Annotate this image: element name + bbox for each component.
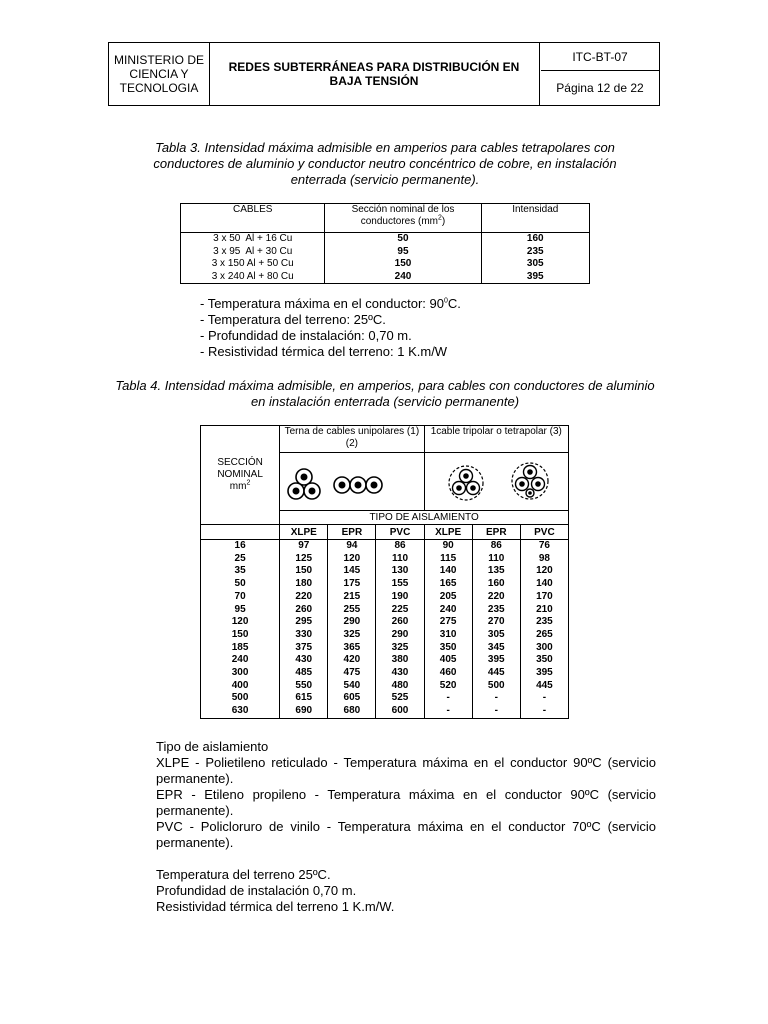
note-resistivity: Resistividad térmica del terreno 1 K.m/W.	[156, 899, 395, 914]
table3-current-value: 235	[526, 245, 544, 257]
table4-current-value: 275	[439, 616, 457, 628]
table4-current-value: 395	[536, 667, 553, 679]
table4-current-value: 97	[298, 540, 310, 551]
table4-current-value: 130	[391, 565, 409, 577]
document-code: ITC-BT-07	[541, 43, 659, 71]
table4-current-value: 350	[536, 654, 553, 666]
table3-cable-value: 3 x 50 Al + 16 Cu	[213, 233, 293, 244]
table3-section-value: 240	[394, 270, 412, 282]
table4-group-unipolar: Terna de cables unipolares (1) (2)	[280, 426, 424, 453]
table4-current-value: 260	[295, 603, 313, 615]
table3-sections-cell	[325, 233, 481, 284]
note-epr: EPR - Etileno propileno - Temperatura máxima en el conductor 90ºC (servicio permanente).	[156, 787, 656, 818]
table4-current-value: 330	[295, 628, 313, 640]
table4-current-value: 76	[538, 540, 550, 551]
unipolar-cable-diagram	[280, 453, 424, 511]
table4-section-value: 16	[234, 540, 246, 551]
table4-current-value: 170	[536, 590, 553, 602]
tripolar-cable-diagram	[424, 453, 568, 511]
table4-current-value: 235	[487, 603, 505, 615]
table4-current-value: 120	[343, 552, 361, 564]
table4-current-value: 265	[536, 628, 553, 640]
table4-current-value: 86	[490, 540, 502, 551]
table4-section-value: 240	[231, 654, 249, 666]
table3-currents-cell	[481, 233, 589, 284]
unipolar-cables-icon	[282, 453, 422, 507]
table4-current-value: 605	[343, 692, 361, 704]
table4-current-value: 295	[295, 616, 313, 628]
table4-current-value: 290	[343, 616, 361, 628]
table4-current-value: 345	[487, 641, 505, 653]
table3-section-value: 50	[397, 233, 409, 244]
notes-heading: Tipo de aislamiento	[156, 739, 269, 754]
table4-current-value: 110	[488, 552, 505, 564]
table4-current-value: 520	[439, 679, 457, 691]
table3-conditions	[200, 296, 461, 360]
table4-column-epr-1	[328, 540, 376, 719]
table4-section-value: 300	[231, 667, 249, 679]
condition-item: - Profundidad de instalación: 0,70 m.	[200, 328, 412, 343]
table4-section-value: 630	[231, 705, 249, 717]
table4-section-value: 70	[234, 590, 246, 602]
ministry-name: MINISTERIO DE CIENCIA Y TECNOLOGIA	[109, 43, 210, 105]
table4-current-value: 125	[295, 552, 313, 564]
table4-current-value: 270	[487, 616, 505, 628]
table4-sections-column	[201, 540, 280, 719]
table4-current-value: 240	[439, 603, 457, 615]
table4-current-value: 380	[391, 654, 409, 666]
page-number: Página 12 de 22	[556, 81, 644, 95]
table3-header-current: Intensidad	[481, 204, 589, 233]
table4-current-value: 94	[346, 540, 358, 551]
col-header-epr-1: EPR	[328, 525, 376, 540]
table4	[200, 425, 569, 719]
table4-section-value: 35	[234, 565, 246, 577]
table4-current-value: 325	[343, 628, 361, 640]
table4-current-value: 365	[343, 641, 361, 653]
table4-column-pvc-1	[376, 540, 424, 719]
table4-current-value: 405	[439, 654, 457, 666]
table4-current-value: 445	[487, 667, 505, 679]
col-header-pvc-2: PVC	[520, 525, 568, 540]
table4-current-value: -	[446, 705, 450, 717]
table3-cable-value: 3 x 95 Al + 30 Cu	[213, 245, 293, 257]
table4-section-value: 500	[231, 692, 249, 704]
col-header-pvc-1: PVC	[376, 525, 424, 540]
table4-current-value: -	[542, 692, 547, 704]
table4-current-value: 460	[439, 667, 457, 679]
table4-current-value: 210	[536, 603, 553, 615]
note-pvc: PVC - Policloruro de vinilo - Temperatura máxima en el conductor 70ºC (servicio permanente).	[156, 819, 656, 850]
note-depth: Profundidad de instalación 0,70 m.	[156, 883, 357, 898]
table4-current-value: 550	[295, 679, 313, 691]
table4-current-value: 220	[487, 590, 505, 602]
table4-current-value: 150	[295, 565, 313, 577]
table4-column-epr-2	[472, 540, 520, 719]
table4-section-value: 120	[231, 616, 249, 628]
col-header-xlpe-2: XLPE	[424, 525, 472, 540]
table4-current-value: 235	[536, 616, 553, 628]
table4-section-value: 185	[231, 641, 249, 653]
table4-current-value: 395	[487, 654, 505, 666]
table4-current-value: 525	[391, 692, 409, 704]
table4-blank-cell	[201, 525, 280, 540]
table4-current-value: 445	[536, 679, 553, 691]
table4-current-value: 690	[295, 705, 313, 717]
table4-current-value: 225	[391, 603, 409, 615]
table4-current-value: 310	[439, 628, 457, 640]
table4-current-value: 175	[343, 578, 361, 590]
table4-current-value: 140	[439, 565, 457, 577]
condition-item: - Temperatura del terreno: 25ºC.	[200, 312, 386, 327]
table4-data-row	[201, 540, 569, 719]
table3-current-value: 160	[526, 233, 544, 244]
table4-current-value: 475	[343, 667, 361, 679]
table4-current-value: 135	[487, 565, 505, 577]
table4-column-pvc-2	[520, 540, 568, 719]
table4-current-value: 260	[391, 616, 409, 628]
table4-current-value: 190	[391, 590, 409, 602]
condition-item: - Temperatura máxima en el conductor: $90^0C$.	[200, 296, 461, 311]
col-header-epr-2: EPR	[472, 525, 520, 540]
insulation-type-header: TIPO DE AISLAMIENTO	[280, 511, 569, 525]
table4-current-value: 98	[538, 552, 550, 564]
table3-section-value: 150	[394, 258, 412, 269]
table3-section-value: 95	[397, 245, 409, 257]
table4-group-tripolar: 1cable tripolar o tetrapolar (3)	[424, 426, 568, 453]
table4-current-value: 325	[391, 641, 409, 653]
document-title: REDES SUBTERRÁNEAS PARA DISTRIBUCIÓN EN BAJA TENSIÓN	[209, 43, 540, 105]
header-meta	[541, 43, 659, 105]
notes-block	[156, 739, 656, 915]
table4-caption: Tabla 4. Intensidad máxima admisible, en amperios, para cables con conductores de aluminio en instalación enterrada (servicio permanente)	[115, 378, 655, 409]
table4-current-value: 155	[391, 578, 409, 590]
table4-current-value: 430	[295, 654, 313, 666]
table4-current-value: 255	[343, 603, 361, 615]
col-header-xlpe-1: XLPE	[280, 525, 328, 540]
table4-current-value: 615	[295, 692, 313, 704]
table3-header-cables: CABLES	[181, 204, 325, 233]
table4-current-value: 480	[391, 679, 409, 691]
table4-current-value: 215	[343, 590, 361, 602]
table4-current-value: 540	[343, 679, 361, 691]
condition-item: - Resistividad térmica del terreno: 1 K.m/W	[200, 344, 448, 359]
table4-current-value: 220	[295, 590, 313, 602]
tripolar-cables-icon	[426, 453, 566, 507]
table3-cable-value: 3 x 240 Al + 80 Cu	[211, 270, 294, 282]
table4-current-value: 205	[439, 590, 457, 602]
table4-current-value: 375	[295, 641, 313, 653]
table4-column-xlpe-2	[424, 540, 472, 719]
table4-current-value: 430	[391, 667, 409, 679]
table4-current-value: 160	[487, 578, 505, 590]
table4-section-value: 50	[234, 578, 246, 590]
table4-current-value: 145	[343, 565, 361, 577]
table4-current-value: -	[494, 705, 498, 717]
table4-current-value: 180	[295, 578, 313, 590]
table4-column-xlpe-1	[280, 540, 328, 719]
table4-current-value: 120	[536, 565, 553, 577]
table4-current-value: -	[494, 692, 498, 704]
table4-section-value: 95	[234, 603, 246, 615]
table3-cables-cell	[181, 233, 325, 284]
table4-section-value: 25	[234, 552, 246, 564]
table4-section-value: 400	[231, 679, 249, 691]
table3-cable-value: 3 x 150 Al + 50 Cu	[211, 258, 294, 269]
table4-current-value: 485	[295, 667, 313, 679]
note-xlpe: XLPE - Polietileno reticulado - Temperatura máxima en el conductor 90ºC (servicio permanente).	[156, 755, 656, 786]
table4-current-value: 600	[391, 705, 409, 717]
table4-current-value: -	[446, 692, 450, 704]
table3-current-value: 305	[526, 258, 544, 269]
table4-current-value: 420	[343, 654, 361, 666]
table4-current-value: 500	[487, 679, 505, 691]
table4-current-value: 300	[536, 641, 553, 653]
table4-current-value: 90	[442, 540, 454, 551]
table4-current-value: -	[542, 705, 547, 717]
table4-section-header: SECCIÓN NOMINAL $mm^2$	[201, 426, 280, 525]
table4-current-value: 290	[391, 628, 409, 640]
table3	[180, 203, 590, 284]
table4-current-value: 140	[536, 578, 553, 590]
table4-current-value: 305	[487, 628, 505, 640]
table4-current-value: 110	[391, 552, 409, 564]
table4-current-value: 680	[343, 705, 361, 717]
document-header	[108, 42, 660, 106]
table4-section-value: 150	[231, 628, 249, 640]
table4-current-value: 86	[394, 540, 406, 551]
note-temperature: Temperatura del terreno 25ºC.	[156, 867, 331, 882]
table4-current-value: 350	[439, 641, 457, 653]
table4-current-value: 115	[440, 552, 457, 564]
table3-caption: Tabla 3. Intensidad máxima admisible en amperios para cables tetrapolares con conductores de aluminio y conductor neutro concéntrico de cobre, en instalación enterrada (servicio permanente).	[153, 140, 617, 187]
table4-current-value: 165	[439, 578, 457, 590]
table3-header-section: Sección nominal de los conductores $(mm^2)$	[325, 204, 481, 233]
table3-current-value: 395	[526, 270, 544, 282]
